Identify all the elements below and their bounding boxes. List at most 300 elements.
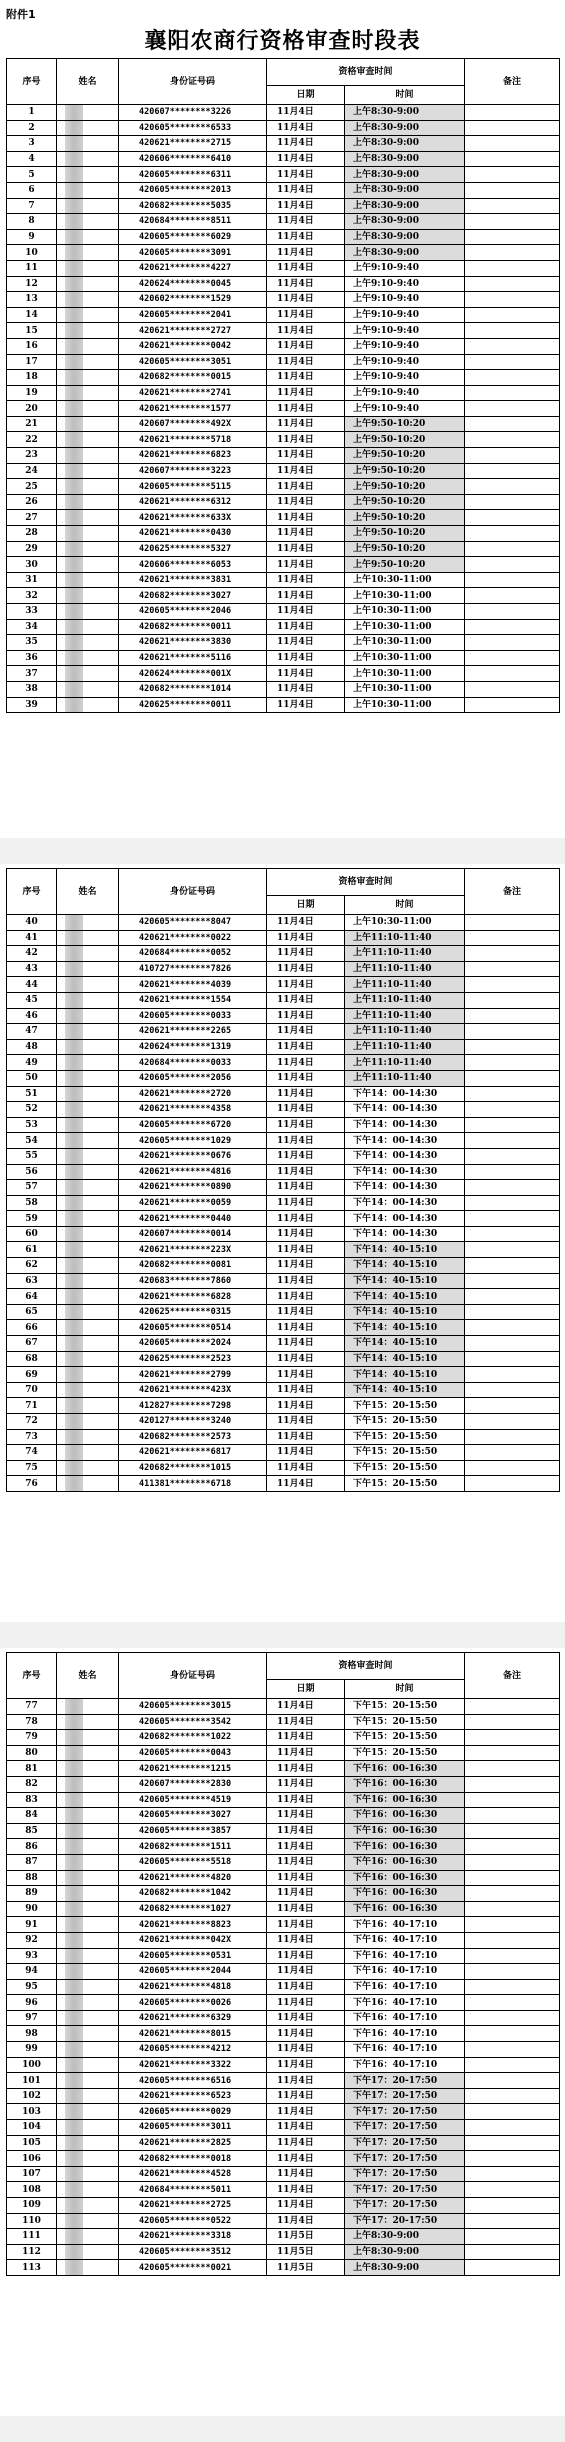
row-number: 101 [7,2073,57,2089]
row-id-number: 420621********8823 [119,1917,267,1933]
row-date: 11月4日 [267,1336,345,1352]
row-id-number: 420605********2013 [119,182,267,198]
row-name-redacted [57,1854,119,1870]
row-time: 下午14：40-15:10 [345,1367,465,1383]
redaction-blur [65,1980,83,1995]
row-number: 51 [7,1086,57,1102]
table-row [7,1367,560,1383]
row-name-redacted [57,2104,119,2120]
row-id-number: 420605********6533 [119,120,267,136]
row-name-redacted [57,1148,119,1164]
redaction-blur [65,2245,83,2260]
row-note [465,1226,560,1242]
header-time: 时间 [345,1680,465,1699]
row-time: 下午17：20-17:50 [345,2073,465,2089]
row-date: 11月4日 [267,1714,345,1730]
row-number: 77 [7,1699,57,1715]
row-number: 55 [7,1148,57,1164]
row-note [465,1730,560,1746]
row-note [465,1870,560,1886]
table-row [7,961,560,977]
redaction-blur [65,2229,83,2244]
row-date: 11月4日 [267,650,345,666]
row-id-number: 420621********2715 [119,136,267,152]
row-date: 11月4日 [267,1242,345,1258]
row-number: 84 [7,1808,57,1824]
row-date: 11月4日 [267,323,345,339]
redaction-blur [65,2042,83,2057]
row-name-redacted [57,1948,119,1964]
row-date: 11月4日 [267,1164,345,1180]
row-name-redacted [57,338,119,354]
row-note [465,1839,560,1855]
row-name-redacted [57,977,119,993]
row-note [465,494,560,510]
table-row [7,1398,560,1414]
table-row [7,541,560,557]
table-row [7,1164,560,1180]
row-number: 50 [7,1070,57,1086]
row-time: 上午11:10-11:40 [345,946,465,962]
row-time: 下午15：20-15:50 [345,1429,465,1445]
row-time: 下午16：00-16:30 [345,1808,465,1824]
row-number: 47 [7,1024,57,1040]
row-time: 下午15：20-15:50 [345,1445,465,1461]
row-note [465,385,560,401]
table-row [7,572,560,588]
schedule-table [6,868,560,1492]
row-number: 16 [7,338,57,354]
row-id-number: 420682********1015 [119,1460,267,1476]
row-date: 11月4日 [267,1039,345,1055]
row-name-redacted [57,1761,119,1777]
row-time: 下午16：00-16:30 [345,1792,465,1808]
row-name-redacted [57,1195,119,1211]
row-note [465,1745,560,1761]
row-date: 11月4日 [267,541,345,557]
row-number: 59 [7,1211,57,1227]
row-name-redacted [57,604,119,620]
table-row [7,1414,560,1430]
row-number: 41 [7,930,57,946]
table-row [7,1242,560,1258]
row-name-redacted [57,2026,119,2042]
table-row [7,1445,560,1461]
row-note [465,151,560,167]
row-number: 73 [7,1429,57,1445]
row-date: 11月4日 [267,463,345,479]
row-name-redacted [57,681,119,697]
redaction-blur [65,277,83,292]
row-number: 65 [7,1304,57,1320]
row-note [465,198,560,214]
row-name-redacted [57,1336,119,1352]
table-row [7,229,560,245]
redaction-blur [65,1414,83,1429]
row-date: 11月4日 [267,604,345,620]
row-date: 11月4日 [267,151,345,167]
table-row [7,557,560,573]
table-row [7,1086,560,1102]
row-name-redacted [57,1792,119,1808]
row-note [465,650,560,666]
redaction-blur [65,993,83,1008]
row-date: 11月4日 [267,136,345,152]
row-id-number: 420621********2727 [119,323,267,339]
row-name-redacted [57,1714,119,1730]
row-number: 48 [7,1039,57,1055]
row-date: 11月4日 [267,385,345,401]
row-note [465,1761,560,1777]
row-number: 14 [7,307,57,323]
row-note [465,1164,560,1180]
row-date: 11月5日 [267,2229,345,2245]
row-date: 11月4日 [267,1460,345,1476]
header-review: 资格审查时间 [267,59,465,86]
table-row [7,1008,560,1024]
row-note [465,604,560,620]
row-note [465,977,560,993]
row-name-redacted [57,1351,119,1367]
row-number: 42 [7,946,57,962]
row-number: 63 [7,1273,57,1289]
row-date: 11月4日 [267,1932,345,1948]
row-name-redacted [57,1995,119,2011]
row-number: 97 [7,2010,57,2026]
row-time: 上午11:10-11:40 [345,1055,465,1071]
redaction-blur [65,651,83,666]
table-row [7,930,560,946]
redaction-blur [65,1461,83,1476]
row-name-redacted [57,1258,119,1274]
row-date: 11月4日 [267,930,345,946]
row-note [465,1932,560,1948]
row-time: 下午14：40-15:10 [345,1273,465,1289]
row-id-number: 420605********6029 [119,229,267,245]
row-note [465,323,560,339]
row-date: 11月4日 [267,401,345,417]
row-id-number: 420607********0014 [119,1226,267,1242]
table-row [7,2182,560,2198]
row-note [465,2010,560,2026]
row-note [465,1808,560,1824]
row-note [465,992,560,1008]
row-time: 下午16：40-17:10 [345,1932,465,1948]
row-note [465,572,560,588]
header-id: 身份证号码 [119,1653,267,1699]
row-name-redacted [57,292,119,308]
row-id-number: 420605********2056 [119,1070,267,1086]
row-note [465,510,560,526]
row-name-redacted [57,541,119,557]
row-id-number: 420682********1511 [119,1839,267,1855]
row-name-redacted [57,1133,119,1149]
table-row [7,2151,560,2167]
redaction-blur [65,136,83,151]
row-time: 下午14：00-14:30 [345,1226,465,1242]
row-name-redacted [57,635,119,651]
redaction-blur [65,1793,83,1808]
row-name-redacted [57,2229,119,2245]
table-row [7,2229,560,2245]
row-date: 11月4日 [267,354,345,370]
row-time: 上午11:10-11:40 [345,1008,465,1024]
row-time: 上午8:30-9:00 [345,245,465,261]
row-date: 11月4日 [267,1351,345,1367]
row-name-redacted [57,1289,119,1305]
row-id-number: 420624********1319 [119,1039,267,1055]
table-row [7,448,560,464]
row-date: 11月4日 [267,2213,345,2229]
redaction-blur [65,214,83,229]
row-time: 下午15：20-15:50 [345,1476,465,1492]
row-time: 下午16：40-17:10 [345,2026,465,2042]
row-time: 上午9:10-9:40 [345,276,465,292]
row-id-number: 420606********6053 [119,557,267,573]
row-number: 76 [7,1476,57,1492]
row-date: 11月4日 [267,105,345,121]
row-note [465,2120,560,2136]
row-name-redacted [57,182,119,198]
table-row [7,1932,560,1948]
table-row [7,697,560,713]
header-time: 时间 [345,86,465,105]
table-row [7,526,560,542]
row-id-number: 420621********4039 [119,977,267,993]
row-number: 36 [7,650,57,666]
redaction-blur [65,2104,83,2119]
row-id-number: 420682********2573 [119,1429,267,1445]
redaction-blur [65,2260,83,2275]
table-row [7,992,560,1008]
row-id-number: 420621********8015 [119,2026,267,2042]
schedule-page-1 [6,58,559,713]
redaction-blur [65,2151,83,2166]
row-id-number: 420621********2720 [119,1086,267,1102]
redaction-blur [65,1746,83,1761]
row-id-number: 420682********3027 [119,588,267,604]
redaction-blur [65,915,83,930]
table-row [7,1429,560,1445]
row-number: 68 [7,1351,57,1367]
row-note [465,1367,560,1383]
row-number: 15 [7,323,57,339]
row-name-redacted [57,1476,119,1492]
row-number: 7 [7,198,57,214]
row-note [465,1382,560,1398]
row-date: 11月4日 [267,1382,345,1398]
redaction-blur [65,635,83,650]
row-time: 上午9:10-9:40 [345,307,465,323]
row-time: 上午8:30-9:00 [345,105,465,121]
row-date: 11月4日 [267,1854,345,1870]
row-note [465,136,560,152]
row-id-number: 420127********3240 [119,1414,267,1430]
redaction-blur [65,1383,83,1398]
row-number: 78 [7,1714,57,1730]
row-note [465,1886,560,1902]
redaction-blur [65,105,83,120]
row-number: 9 [7,229,57,245]
row-name-redacted [57,2182,119,2198]
row-time: 下午16：00-16:30 [345,1776,465,1792]
row-number: 87 [7,1854,57,1870]
redaction-blur [65,2120,83,2135]
row-id-number: 420605********2044 [119,1964,267,1980]
row-number: 33 [7,604,57,620]
row-id-number: 420621********6817 [119,1445,267,1461]
row-id-number: 420682********0081 [119,1258,267,1274]
redaction-blur [65,1149,83,1164]
header-note: 备注 [465,869,560,915]
redaction-blur [65,1699,83,1714]
row-note [465,1320,560,1336]
row-date: 11月4日 [267,1886,345,1902]
row-number: 18 [7,370,57,386]
row-id-number: 420683********7860 [119,1273,267,1289]
row-number: 60 [7,1226,57,1242]
row-note [465,276,560,292]
row-date: 11月4日 [267,2104,345,2120]
row-id-number: 420621********6523 [119,2088,267,2104]
row-note [465,2213,560,2229]
row-id-number: 420621********0430 [119,526,267,542]
row-note [465,182,560,198]
table-row [7,1039,560,1055]
row-id-number: 420621********3322 [119,2057,267,2073]
row-name-redacted [57,448,119,464]
redaction-blur [65,2058,83,2073]
row-number: 74 [7,1445,57,1461]
table-row [7,2088,560,2104]
row-note [465,2198,560,2214]
row-number: 4 [7,151,57,167]
row-id-number: 420605********8047 [119,915,267,931]
redaction-blur [65,245,83,260]
table-row [7,1117,560,1133]
row-id-number: 420605********6311 [119,167,267,183]
row-number: 22 [7,432,57,448]
header-date: 日期 [267,896,345,915]
row-id-number: 420682********5035 [119,198,267,214]
schedule-table [6,1652,560,2276]
row-date: 11月4日 [267,1901,345,1917]
table-row [7,1964,560,1980]
redaction-blur [65,261,83,276]
row-time: 下午16：40-17:10 [345,1917,465,1933]
row-date: 11月4日 [267,2166,345,2182]
row-id-number: 420607********2830 [119,1776,267,1792]
row-note [465,930,560,946]
table-row [7,479,560,495]
table-row [7,2120,560,2136]
redaction-blur [65,2011,83,2026]
table-row [7,1055,560,1071]
redaction-blur [65,946,83,961]
row-date: 11月4日 [267,276,345,292]
redaction-blur [65,1118,83,1133]
row-date: 11月4日 [267,1429,345,1445]
redaction-blur [65,1995,83,2010]
row-date: 11月4日 [267,2073,345,2089]
page-break [0,1622,565,1648]
row-date: 11月4日 [267,557,345,573]
row-date: 11月4日 [267,1792,345,1808]
row-number: 90 [7,1901,57,1917]
row-number: 108 [7,2182,57,2198]
redaction-blur [65,183,83,198]
row-number: 75 [7,1460,57,1476]
row-number: 102 [7,2088,57,2104]
redaction-blur [65,1274,83,1289]
row-date: 11月4日 [267,292,345,308]
redaction-blur [65,1102,83,1117]
table-row [7,1808,560,1824]
redaction-blur [65,2136,83,2151]
row-name-redacted [57,1055,119,1071]
row-name-redacted [57,1445,119,1461]
row-id-number: 420621********2265 [119,1024,267,1040]
redaction-blur [65,698,83,713]
row-note [465,1901,560,1917]
table-row [7,1979,560,1995]
redaction-blur [65,479,83,494]
redaction-blur [65,121,83,136]
row-name-redacted [57,2260,119,2276]
table-row [7,1699,560,1715]
row-name-redacted [57,2198,119,2214]
row-number: 83 [7,1792,57,1808]
row-time: 下午14：00-14:30 [345,1086,465,1102]
row-id-number: 420621********4816 [119,1164,267,1180]
redaction-blur [65,682,83,697]
row-date: 11月4日 [267,1917,345,1933]
row-name-redacted [57,276,119,292]
row-id-number: 420605********0531 [119,1948,267,1964]
row-note [465,2135,560,2151]
redaction-blur [65,1024,83,1039]
row-time: 下午17：20-17:50 [345,2151,465,2167]
row-note [465,479,560,495]
table-row [7,1995,560,2011]
table-row [7,323,560,339]
row-note [465,619,560,635]
row-note [465,1180,560,1196]
row-number: 32 [7,588,57,604]
table-row [7,2260,560,2276]
row-date: 11月4日 [267,1761,345,1777]
row-number: 57 [7,1180,57,1196]
row-note [465,1242,560,1258]
redaction-blur [65,1196,83,1211]
row-date: 11月4日 [267,1211,345,1227]
table-row [7,666,560,682]
row-id-number: 420625********0011 [119,697,267,713]
table-row [7,681,560,697]
redaction-blur [65,1009,83,1024]
row-date: 11月4日 [267,697,345,713]
redaction-blur [65,386,83,401]
row-id-number: 420621********2825 [119,2135,267,2151]
row-date: 11月4日 [267,214,345,230]
row-date: 11月4日 [267,1086,345,1102]
row-note [465,2104,560,2120]
row-time: 下午15：20-15:50 [345,1714,465,1730]
redaction-blur [65,1087,83,1102]
row-id-number: 420621********4818 [119,1979,267,1995]
row-note [465,1211,560,1227]
table-row [7,2104,560,2120]
